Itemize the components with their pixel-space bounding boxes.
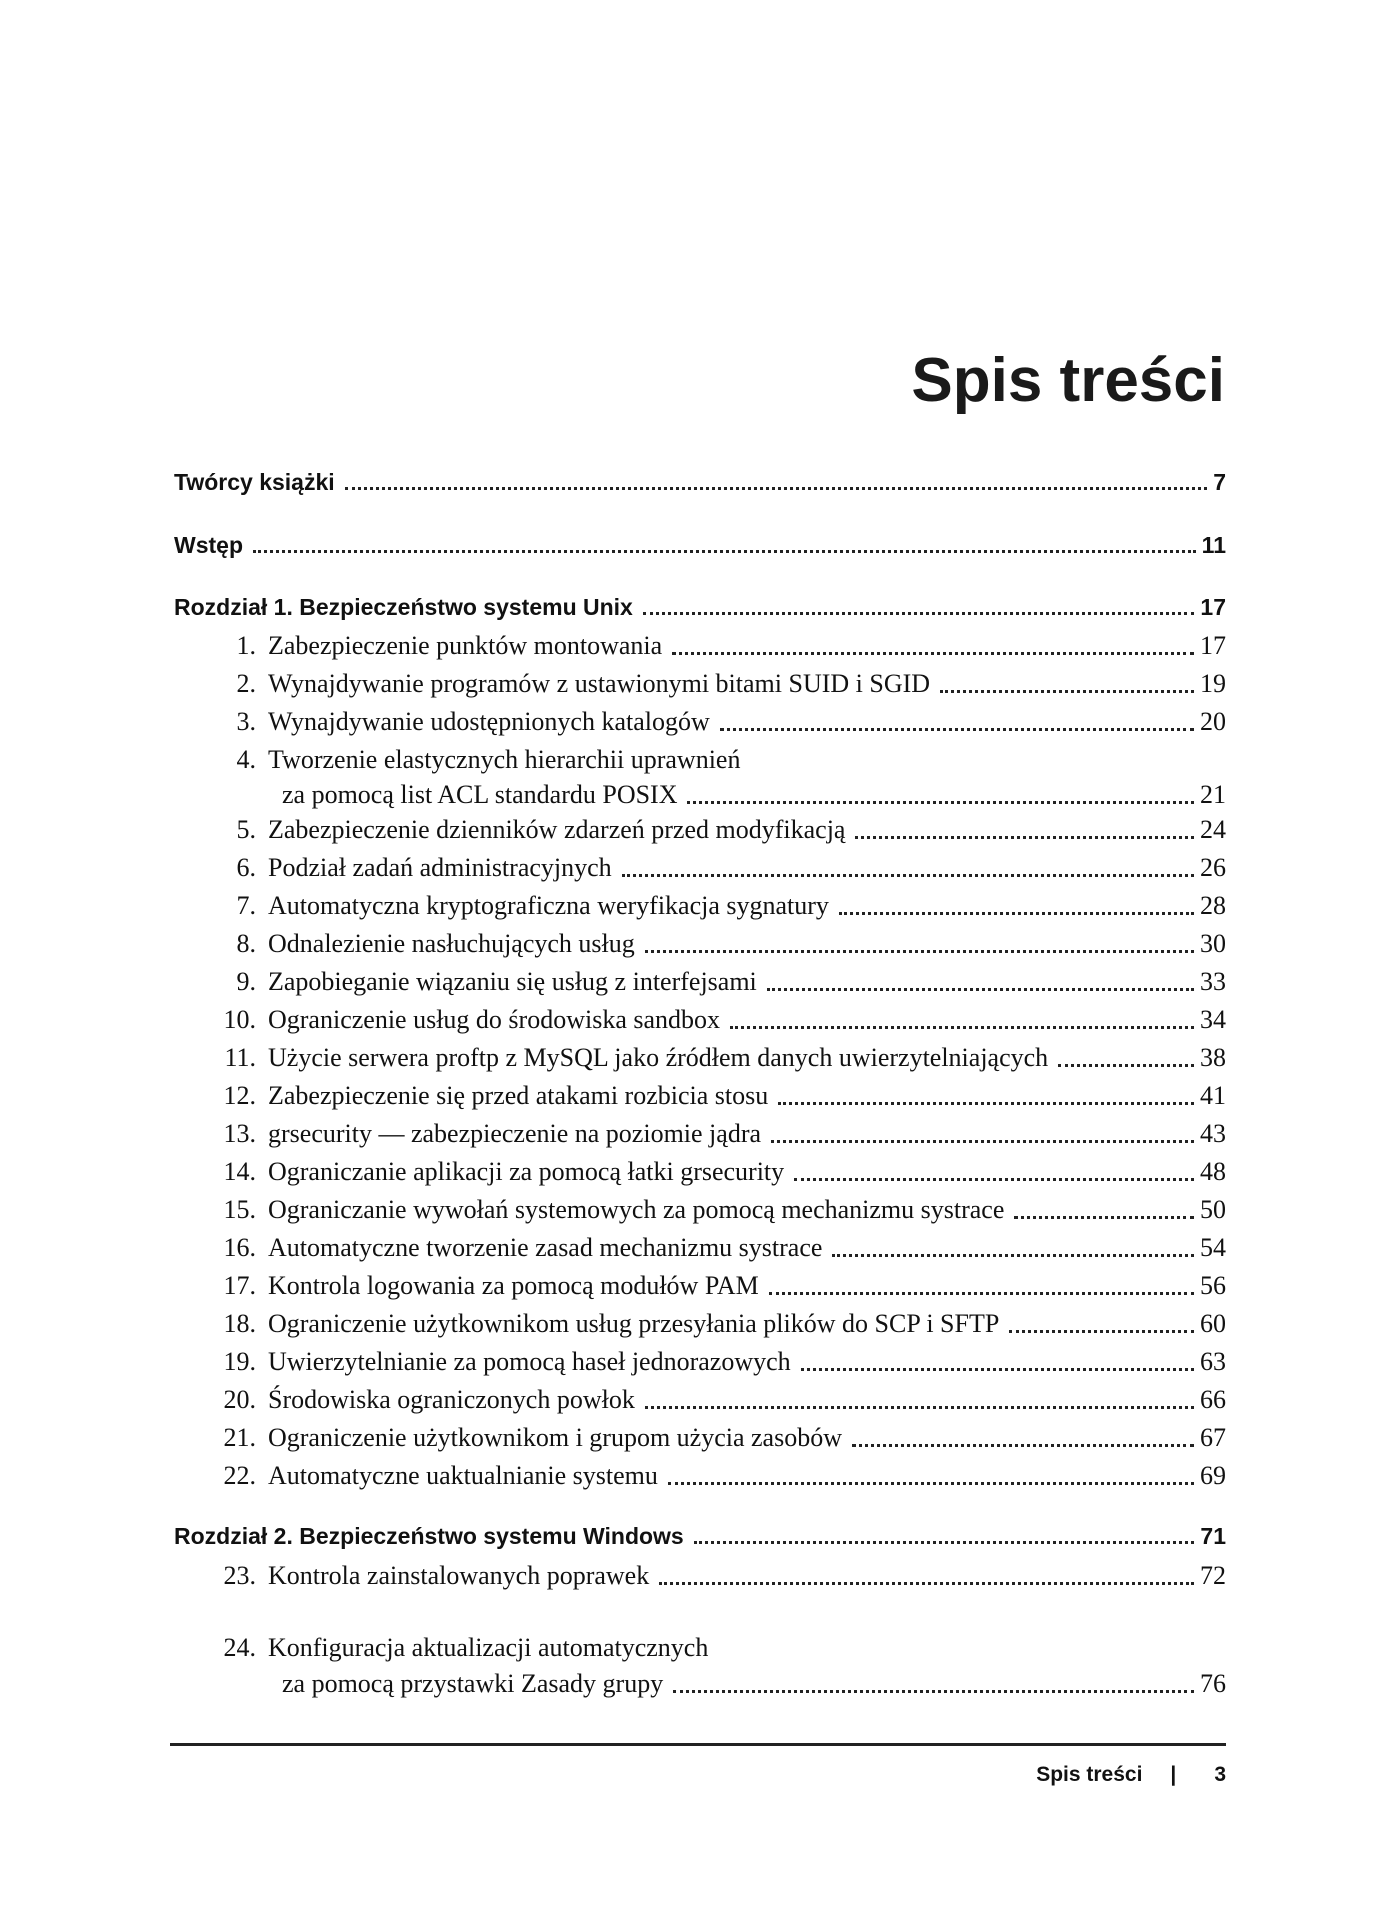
toc-entry-number: 13. [223,1119,256,1148]
toc-section-entry[interactable] [174,1233,1226,1263]
dot-leader [720,727,1194,731]
toc-section-entry[interactable] [174,929,1226,959]
toc-section-entry[interactable] [174,631,1226,661]
toc-chapter-entry[interactable] [174,594,1226,621]
toc-entry-number: 22. [223,1461,256,1490]
toc-section-entry[interactable] [174,707,1226,737]
footer-section-title: Spis treści [1036,1763,1143,1786]
dot-leader [794,1177,1194,1181]
dot-leader [839,911,1194,915]
toc-page-number: 34 [1200,1005,1226,1034]
toc-entry-label: Kontrola logowania za pomocą modułów PAM [268,1271,759,1300]
page-footer [1036,1763,1226,1787]
toc-entry-label-continuation: za pomocą list ACL standardu POSIX [282,780,678,809]
dot-leader [771,1139,1194,1143]
toc-section-entry[interactable] [174,1043,1226,1073]
toc-chapter-label: Rozdział 1. Bezpieczeństwo systemu Unix [174,594,633,620]
toc-page-number: 48 [1200,1157,1226,1186]
dot-leader [832,1253,1194,1257]
page-title: Spis treści [911,346,1225,415]
toc-section-entry[interactable] [174,1309,1226,1339]
toc-page-number: 17 [1200,594,1226,620]
toc-page-number: 69 [1200,1461,1226,1490]
toc-page-number: 41 [1200,1081,1226,1110]
toc-entry-number: 19. [223,1347,256,1376]
toc-page-number: 60 [1200,1309,1226,1338]
toc-entry-number: 10. [223,1005,256,1034]
dot-leader [645,1405,1194,1409]
toc-page-number: 19 [1200,669,1226,698]
toc-page-number: 20 [1200,707,1226,736]
toc-section-entry[interactable] [174,1005,1226,1035]
toc-entry-number: 15. [223,1195,256,1224]
toc-page-number: 30 [1200,929,1226,958]
dot-leader [622,873,1194,877]
toc-page-number: 17 [1200,631,1226,660]
toc-page-number: 7 [1213,469,1226,495]
toc-page-number: 11 [1201,532,1226,558]
toc-entry-number: 3. [236,707,256,736]
toc-entry-number: 6. [236,853,256,882]
toc-section-entry[interactable] [174,1157,1226,1187]
toc-page-number: 33 [1200,967,1226,996]
toc-entry-label: Uwierzytelnianie za pomocą haseł jednorazowych [268,1347,791,1376]
toc-section-entry[interactable] [174,1195,1226,1225]
toc-section-entry[interactable] [174,1461,1226,1491]
toc-entry-number: 1. [236,631,256,660]
dot-leader [801,1367,1194,1371]
toc-page-number: 76 [1200,1669,1226,1698]
toc-section-entry[interactable] [174,669,1226,699]
toc-entry-number: 8. [236,929,256,958]
toc-section-entry[interactable] [174,967,1226,997]
toc-entry-label: Zabezpieczenie dzienników zdarzeń przed modyfikacją [268,815,846,844]
toc-section-entry-first-line [174,1633,1226,1663]
toc-entry-label: Automatyczne tworzenie zasad mechanizmu systrace [268,1233,823,1262]
toc-section-entry[interactable] [174,1347,1226,1377]
toc-entry-number: 16. [223,1233,256,1262]
toc-entry-number: 5. [236,815,256,844]
toc-page-number: 63 [1200,1347,1226,1376]
dot-leader [1014,1215,1194,1219]
toc-chapter-label: Twórcy książki [174,469,335,495]
toc-entry-label: Zapobieganie wiązaniu się usług z interfejsami [268,967,757,996]
toc-page-number: 72 [1200,1561,1226,1590]
toc-chapter-entry[interactable] [174,532,1226,559]
toc-page-number: 66 [1200,1385,1226,1414]
dot-leader [673,1689,1194,1693]
toc-entry-label: Zabezpieczenie się przed atakami rozbicia stosu [268,1081,769,1110]
toc-entry-label: Kontrola zainstalowanych poprawek [268,1561,650,1590]
toc-entry-label: Zabezpieczenie punktów montowania [268,631,663,660]
toc-entry-number: 4. [236,745,256,774]
dot-leader [659,1581,1194,1585]
toc-entry-label: Tworzenie elastycznych hierarchii uprawnień [268,745,741,774]
dot-leader [730,1025,1194,1029]
toc-page-number: 56 [1200,1271,1226,1300]
toc-entry-label: Odnalezienie nasłuchujących usług [268,929,635,958]
toc-chapter-entry[interactable] [174,469,1226,496]
dot-leader [643,611,1195,615]
footer-separator: | [1170,1763,1177,1786]
toc-section-entry-first-line [174,745,1226,775]
dot-leader [668,1481,1194,1485]
toc-page-number: 67 [1200,1423,1226,1452]
toc-section-entry[interactable] [174,1271,1226,1301]
toc-entry-label: Ograniczanie aplikacji za pomocą łatki grsecurity [268,1157,785,1186]
toc-entry-number: 9. [236,967,256,996]
toc-page-number: 43 [1200,1119,1226,1148]
toc-entry-number: 24. [223,1633,256,1662]
toc-section-entry[interactable] [174,780,1226,810]
toc-page-number: 24 [1200,815,1226,844]
toc-page-number: 26 [1200,853,1226,882]
toc-entry-label: Ograniczenie usług do środowiska sandbox [268,1005,721,1034]
toc-entry-number: 12. [223,1081,256,1110]
dot-leader [1009,1329,1194,1333]
toc-entry-label: Ograniczenie użytkownikom usług przesyłania plików do SCP i SFTP [268,1309,1000,1338]
footer-rule [170,1743,1226,1746]
toc-page-number: 38 [1200,1043,1226,1072]
toc-entry-label: Automatyczne uaktualnianie systemu [268,1461,658,1490]
toc-entry-label: Ograniczenie użytkownikom i grupom użycia zasobów [268,1423,842,1452]
toc-section-entry[interactable] [174,1385,1226,1415]
footer-page-number: 3 [1214,1763,1226,1786]
toc-entry-label: Ograniczanie wywołań systemowych za pomocą mechanizmu systrace [268,1195,1005,1224]
toc-entry-number: 18. [223,1309,256,1338]
dot-leader [345,486,1208,490]
toc-chapter-entry[interactable] [174,1523,1226,1550]
toc-entry-number: 14. [223,1157,256,1186]
toc-page-number: 21 [1200,780,1226,809]
toc-page-number: 28 [1200,891,1226,920]
toc-entry-number: 23. [223,1561,256,1590]
toc-entry-label: grsecurity — zabezpieczenie na poziomie jądra [268,1119,762,1148]
dot-leader [253,549,1196,553]
toc-chapter-label: Rozdział 2. Bezpieczeństwo systemu Windows [174,1523,684,1549]
toc-page-number: 54 [1200,1233,1226,1262]
toc-page-number: 71 [1200,1523,1226,1549]
toc-entry-label: Podział zadań administracyjnych [268,853,612,882]
toc-entry-label: Wynajdywanie udostępnionych katalogów [268,707,710,736]
toc-entry-label-continuation: za pomocą przystawki Zasady grupy [282,1669,664,1698]
dot-leader [852,1443,1194,1447]
dot-leader [687,800,1194,804]
toc-page-number: 50 [1200,1195,1226,1224]
toc-section-entry[interactable] [174,1669,1226,1699]
toc-section-entry[interactable] [174,815,1226,845]
toc-entry-number: 21. [223,1423,256,1452]
toc-section-entry[interactable] [174,853,1226,883]
toc-entry-label: Konfiguracja aktualizacji automatycznych [268,1633,709,1662]
dot-leader [694,1540,1195,1544]
toc-section-entry[interactable] [174,891,1226,921]
dot-leader [1058,1063,1194,1067]
dot-leader [940,689,1194,693]
toc-entry-label: Wynajdywanie programów z ustawionymi bitami SUID i SGID [268,669,931,698]
toc-entry-number: 17. [223,1271,256,1300]
toc-entry-number: 2. [236,669,256,698]
toc-entry-number: 20. [223,1385,256,1414]
toc-entry-number: 11. [224,1043,256,1072]
toc-section-entry[interactable] [174,1561,1226,1591]
dot-leader [769,1291,1194,1295]
dot-leader [767,987,1194,991]
toc-entry-label: Użycie serwera proftp z MySQL jako źródłem danych uwierzytelniających [268,1043,1049,1072]
dot-leader [855,835,1194,839]
toc-entry-label: Środowiska ograniczonych powłok [268,1385,635,1414]
dot-leader [645,949,1194,953]
dot-leader [778,1101,1194,1105]
dot-leader [672,651,1194,655]
toc-entry-number: 7. [236,891,256,920]
toc-entry-label: Automatyczna kryptograficzna weryfikacja sygnatury [268,891,829,920]
toc-chapter-label: Wstęp [174,532,243,558]
toc-section-entry[interactable] [174,1119,1226,1149]
toc-section-entry[interactable] [174,1423,1226,1453]
toc-section-entry[interactable] [174,1081,1226,1111]
